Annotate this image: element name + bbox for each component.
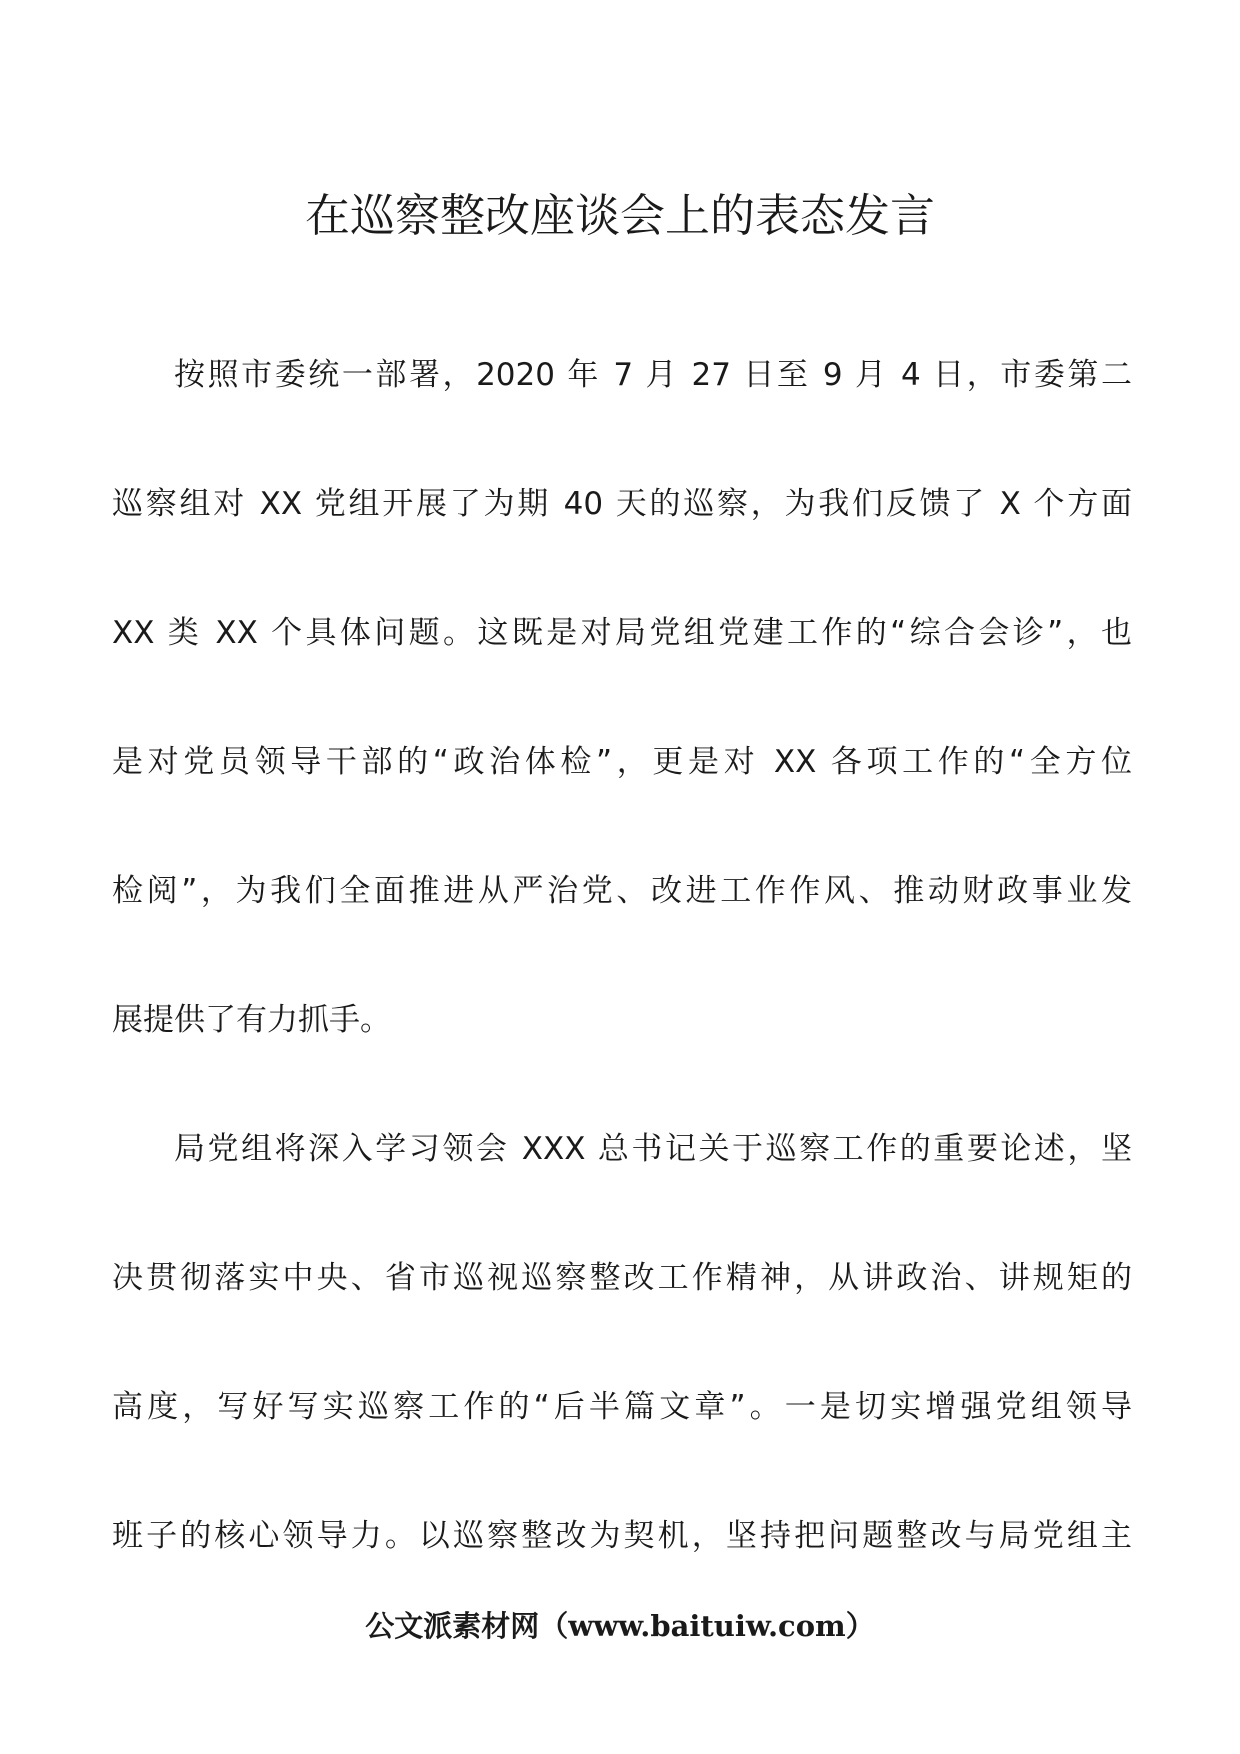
paragraph-line: 巡察组对 XX 党组开展了为期 40 天的巡察，为我们反馈了 X 个方面 — [112, 486, 1132, 522]
paragraph-line: 展提供了有力抓手。 — [112, 1002, 391, 1038]
paragraph-line: XX 类 XX 个具体问题。这既是对局党组党建工作的“综合会诊”，也 — [112, 615, 1132, 651]
document-body — [112, 342, 1132, 1632]
paragraph-2 — [112, 1116, 1132, 1569]
paragraph-1 — [112, 342, 1132, 1053]
paragraph-line: 按照市委统一部署，2020 年 7 月 27 日至 9 月 4 日，市委第二 — [174, 357, 1132, 393]
paragraph-line: 是对党员领导干部的“政治体检”，更是对 XX 各项工作的“全方位 — [112, 744, 1132, 780]
paragraph-line: 班子的核心领导力。以巡察整改为契机，坚持把问题整改与局党组主 — [112, 1518, 1132, 1554]
paragraph-line: 检阅”，为我们全面推进从严治党、改进工作作风、推动财政事业发 — [112, 873, 1132, 909]
footer-watermark: 公文派素材网（www.baituiw.com） — [365, 1609, 875, 1643]
paragraph-line: 决贯彻落实中央、省市巡视巡察整改工作精神，从讲政治、讲规矩的 — [112, 1260, 1132, 1296]
document-title: 在巡察整改座谈会上的表态发言 — [304, 189, 935, 242]
paragraph-line: 局党组将深入学习领会 XXX 总书记关于巡察工作的重要论述，坚 — [174, 1131, 1132, 1167]
paragraph-line: 高度，写好写实巡察工作的“后半篇文章”。一是切实增强党组领导 — [112, 1389, 1132, 1425]
